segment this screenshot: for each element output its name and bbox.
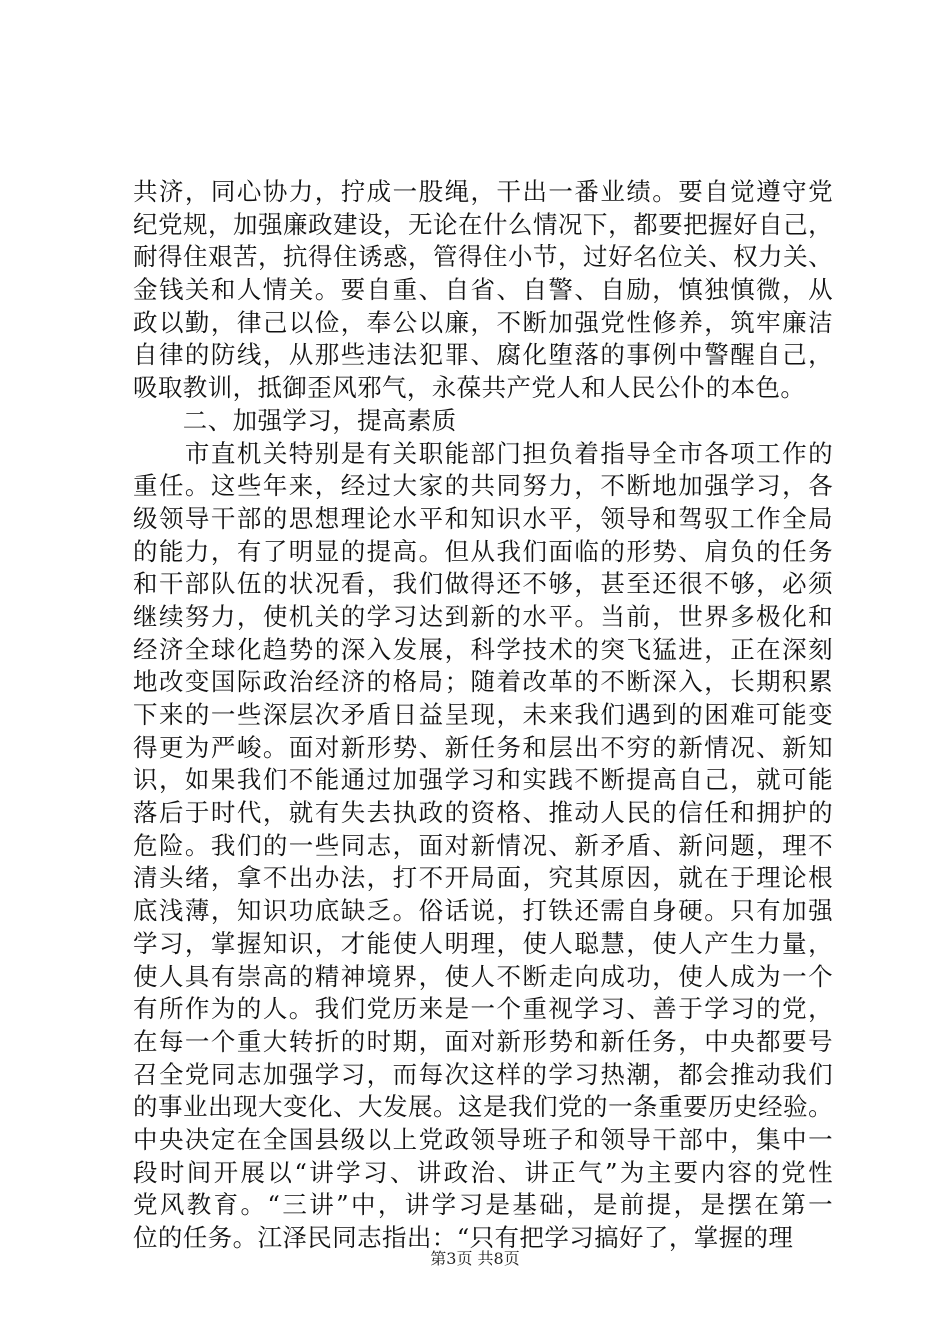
text-line: 吸取教训，抵御歪风邪气，永葆共产党人和人民公仆的本色。 bbox=[133, 373, 806, 403]
text-line: 政以勤，律己以俭，奉公以廉，不断加强党性修养，筑牢廉洁 bbox=[133, 307, 833, 337]
text-line: 落后于时代，就有失去执政的资格、推动人民的信任和拥护的 bbox=[133, 798, 833, 828]
text-line: 重任。这些年来，经过大家的共同努力，不断地加强学习，各 bbox=[133, 471, 833, 501]
text-line: 位的任务。江泽民同志指出：“只有把学习搞好了，掌握的理 bbox=[133, 1223, 794, 1252]
text-line: 识，如果我们不能通过加强学习和实践不断提高自己，就可能 bbox=[133, 765, 833, 795]
text-line: 自律的防线，从那些违法犯罪、腐化堕落的事例中警醒自己， bbox=[133, 340, 833, 370]
section-heading: 二、加强学习，提高素质 bbox=[133, 405, 457, 435]
text-line: 党风教育。“三讲”中，讲学习是基础，是前提，是摆在第一 bbox=[133, 1190, 833, 1220]
text-line: 的事业出现大变化、大发展。这是我们党的一条重要历史经验。 bbox=[133, 1092, 833, 1122]
text-line: 地改变国际政治经济的格局；随着改革的不断深入，长期积累 bbox=[133, 667, 833, 697]
text-line: 使人具有崇高的精神境界，使人不断走向成功，使人成为一个 bbox=[133, 961, 833, 991]
text-line: 和干部队伍的状况看，我们做得还不够，甚至还很不够，必须 bbox=[133, 569, 833, 599]
text-line: 市直机关特别是有关职能部门担负着指导全市各项工作的 bbox=[133, 438, 833, 468]
text-line: 在每一个重大转折的时期，面对新形势和新任务，中央都要号 bbox=[133, 1026, 833, 1056]
text-line: 召全党同志加强学习，而每次这样的学习热潮，都会推动我们 bbox=[133, 1059, 833, 1089]
text-line: 得更为严峻。面对新形势、新任务和层出不穷的新情况、新知 bbox=[133, 732, 833, 762]
text-line: 继续努力，使机关的学习达到新的水平。当前，世界多极化和 bbox=[133, 601, 833, 631]
text-line: 段时间开展以“讲学习、讲政治、讲正气”为主要内容的党性 bbox=[133, 1157, 833, 1187]
body-text bbox=[133, 176, 833, 1255]
text-line: 的能力，有了明显的提高。但从我们面临的形势、肩负的任务 bbox=[133, 536, 833, 566]
text-line: 有所作为的人。我们党历来是一个重视学习、善于学习的党， bbox=[133, 994, 833, 1024]
text-line: 经济全球化趋势的深入发展，科学技术的突飞猛进，正在深刻 bbox=[133, 634, 833, 664]
text-line: 耐得住艰苦，抗得住诱惑，管得住小节，过好名位关、权力关、 bbox=[133, 242, 833, 272]
text-line: 级领导干部的思想理论水平和知识水平，领导和驾驭工作全局 bbox=[133, 503, 833, 533]
page-footer: 第3页 共8页 bbox=[430, 1249, 520, 1268]
text-line: 中央决定在全国县级以上党政领导班子和领导干部中，集中一 bbox=[133, 1124, 833, 1154]
text-line: 下来的一些深层次矛盾日益呈现，未来我们遇到的困难可能变 bbox=[133, 700, 833, 729]
text-line: 危险。我们的一些同志，面对新情况、新矛盾、新问题，理不 bbox=[133, 830, 833, 860]
text-line: 纪党规，加强廉政建设，无论在什么情况下，都要把握好自己， bbox=[133, 209, 833, 239]
text-line: 底浅薄，知识功底缺乏。俗话说，打铁还需自身硬。只有加强 bbox=[133, 896, 833, 926]
text-line: 共济，同心协力，拧成一股绳，干出一番业绩。要自觉遵守党 bbox=[133, 177, 833, 206]
text-line: 金钱关和人情关。要自重、自省、自警、自励，慎独慎微，从 bbox=[133, 275, 833, 305]
text-line: 学习，掌握知识，才能使人明理，使人聪慧，使人产生力量， bbox=[133, 928, 833, 958]
text-line: 清头绪，拿不出办法，打不开局面，究其原因，就在于理论根 bbox=[133, 863, 833, 893]
